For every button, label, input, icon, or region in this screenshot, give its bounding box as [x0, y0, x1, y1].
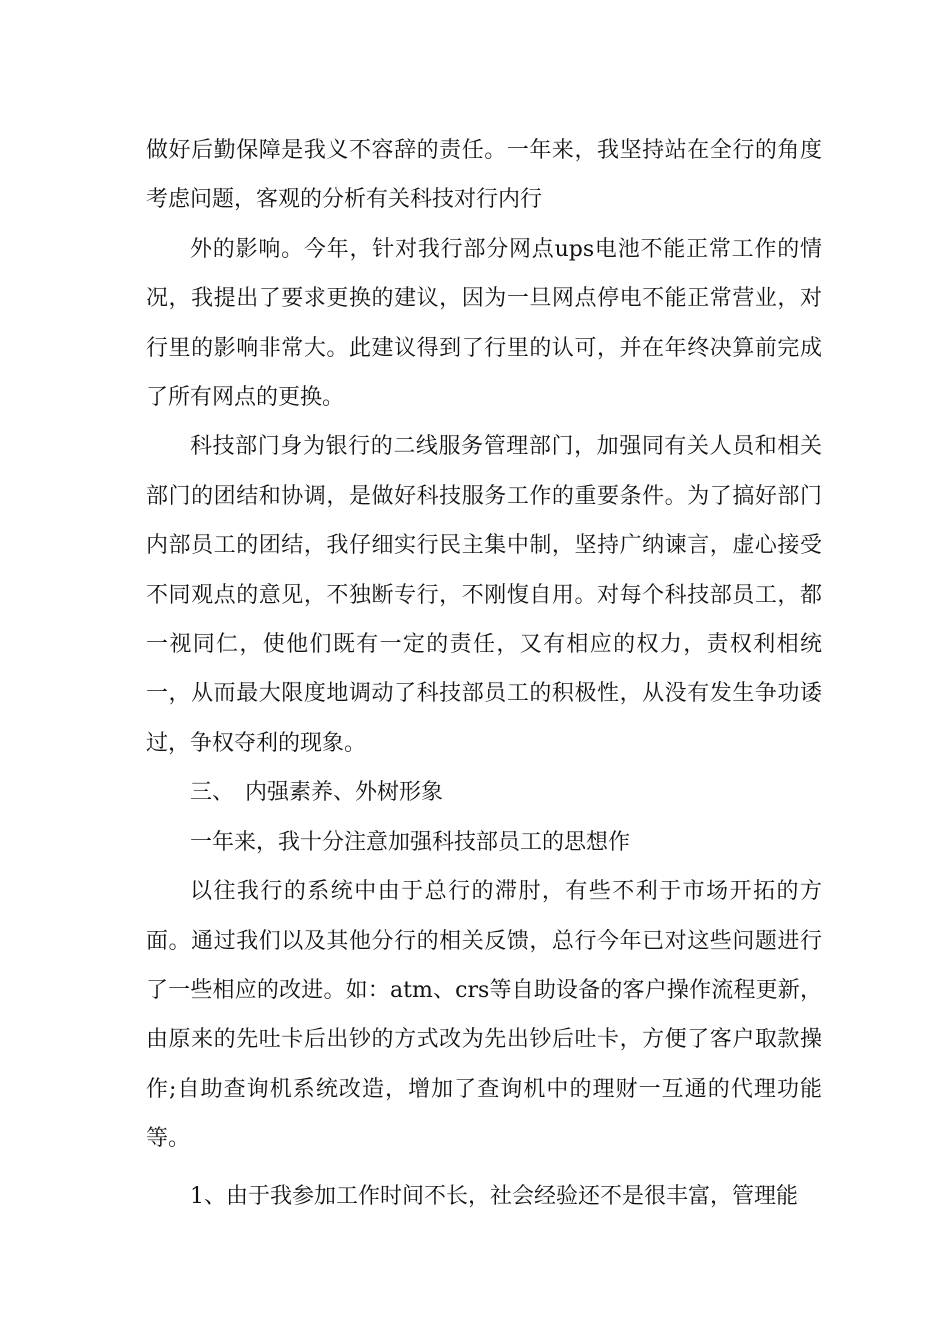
- document-body: [146, 126, 822, 1221]
- paragraph-4: 一年来，我十分注意加强科技部员工的思想作: [190, 829, 631, 855]
- paragraph-1: 做好后勤保障是我义不容辞的责任。一年来，我坚持站在全行的角度考虑问题，客观的分析有关科技对行内行: [146, 138, 822, 213]
- paragraph-5: 以往我行的系统中由于总行的滞肘，有些不利于市场开拓的方面。通过我们以及其他分行的相关反馈，总行今年已对这些问题进行了一些相应的改进。如：atm、crs等自助设备的客户操作流程更新，由原来的先吐卡后出钞的方式改为先出钞后吐卡，方便了客户取款操作;自助查询机系统改造，增加了查询机中的理财一互通的代理功能等。: [146, 879, 822, 1152]
- paragraph-6: 1、由于我参加工作时间不长，社会经验还不是很丰富，管理能: [190, 1183, 798, 1209]
- paragraph-3: 科技部门身为银行的二线服务管理部门，加强同有关人员和相关部门的团结和协调，是做好科技服务工作的重要条件。为了搞好部门内部员工的团结，我仔细实行民主集中制，坚持广纳谏言，虚心接受不同观点的意见，不独断专行，不刚愎自用。对每个科技部员工，都一视同仁，使他们既有一定的责任，又有相应的权力，责权利相统一，从而最大限度地调动了科技部员工的积极性，从没有发生争功诿过，争权夺利的现象。: [146, 434, 822, 756]
- paragraph-2: 外的影响。今年，针对我行部分网点ups电池不能正常工作的情况，我提出了要求更换的建议，因为一旦网点停电不能正常营业，对行里的影响非常大。此建议得到了行里的认可，并在年终决算前完成了所有网点的更换。: [146, 236, 822, 411]
- section-heading: 三、 内强素养、外树形象: [190, 780, 444, 806]
